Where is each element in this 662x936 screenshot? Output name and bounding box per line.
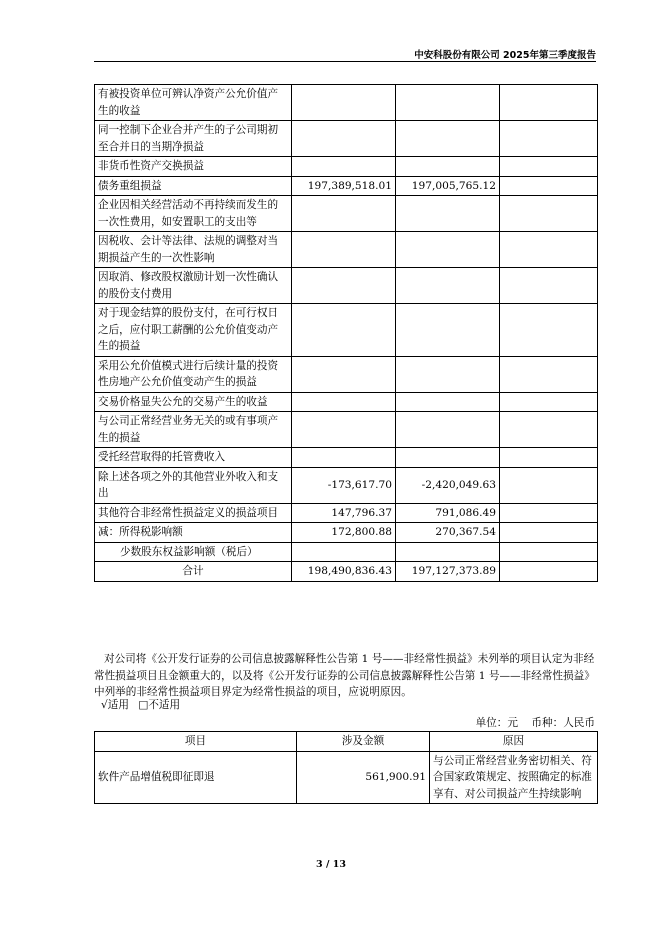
row-current-amount: 147,796.37 [292,503,396,523]
page-number: 3 / 13 [316,859,346,870]
row-note [500,542,598,562]
table-row [95,392,598,412]
row-label: 合计 [95,562,292,582]
row-current-amount: 198,490,836.43 [292,562,396,582]
non-recurring-items-table [94,84,598,582]
row-current-amount [292,121,396,157]
row-current-amount [292,542,396,562]
row-note [500,85,598,121]
row-reason: 与公司正常经营业务密切相关、符合国家政策规定、按照确定的标准享有、对公司损益产生持续影响 [430,751,598,804]
row-label: 采用公允价值模式进行后续计量的投资性房地产公允价值变动产生的损益 [95,356,292,392]
applicability-options [101,697,180,712]
row-note [500,121,598,157]
row-label: 与公司正常经营业务无关的或有事项产生的损益 [95,412,292,448]
row-note [500,467,598,503]
row-label: 因税收、会计等法律、法规的调整对当期损益产生的一次性影响 [95,232,292,268]
row-current-amount [292,85,396,121]
row-note [500,196,598,232]
table-row [95,232,598,268]
row-note [500,304,598,357]
table-row [95,467,598,503]
table-row [95,523,598,543]
reclassified-items-body [95,751,598,804]
table-row [95,85,598,121]
row-current-amount [292,157,396,177]
table-row [95,356,598,392]
row-label: 受托经营取得的托管费收入 [95,448,292,468]
table-header-row [95,732,598,752]
table-row [95,503,598,523]
option-applicable: √适用 [101,699,129,711]
row-ytd-amount [396,356,500,392]
table-row [95,176,598,196]
table-row [95,304,598,357]
row-label: 交易价格显失公允的交易产生的收益 [95,392,292,412]
row-ytd-amount [396,448,500,468]
reclassified-items-table [94,731,598,804]
row-note [500,392,598,412]
row-note [500,503,598,523]
row-ytd-amount: 270,367.54 [396,523,500,543]
row-current-amount: -173,617.70 [292,467,396,503]
table-row [95,412,598,448]
row-current-amount [292,232,396,268]
row-item: 软件产品增值税即征即退 [95,751,297,804]
row-ytd-amount [396,85,500,121]
row-label: 因取消、修改股权激励计划一次性确认的股份支付费用 [95,268,292,304]
row-current-amount [292,448,396,468]
table-row [95,121,598,157]
row-label: 债务重组损益 [95,176,292,196]
table-row [95,751,598,804]
row-ytd-amount [396,304,500,357]
row-label: 对于现金结算的股份支付，在可行权日之后，应付职工薪酬的公允价值变动产生的损益 [95,304,292,357]
row-ytd-amount: 197,005,765.12 [396,176,500,196]
table-row [95,448,598,468]
row-label: 企业因相关经营活动不再持续而发生的一次性费用，如安置职工的支出等 [95,196,292,232]
row-label: 非货币性资产交换损益 [95,157,292,177]
row-ytd-amount [396,268,500,304]
non-recurring-items-body [95,85,598,582]
row-amount: 561,900.91 [297,751,430,804]
unit-currency-line: 单位：元 币种：人民币 [475,717,595,729]
row-label: 同一控制下企业合并产生的子公司期初至合并日的当期净损益 [95,121,292,157]
row-ytd-amount [396,121,500,157]
row-ytd-amount [396,196,500,232]
row-current-amount: 172,800.88 [292,523,396,543]
row-label: 除上述各项之外的其他营业外收入和支出 [95,467,292,503]
row-note [500,157,598,177]
row-current-amount [292,196,396,232]
row-ytd-amount [396,412,500,448]
row-note [500,232,598,268]
row-current-amount [292,268,396,304]
row-note [500,523,598,543]
row-ytd-amount [396,157,500,177]
row-ytd-amount [396,232,500,268]
row-note [500,412,598,448]
explanation-paragraph: 对公司将《公开发行证券的公司信息披露解释性公告第 1 号——非经常性损益》未列举的项目认定为非经常性损益项目且金额重大的，以及将《公开发行证券的公司信息披露解释性公告第 1 号——非经常性损益》中列举的非经常性损益项目界定为经常性损益的项目，应说明原因。 [94,653,595,698]
row-note [500,562,598,582]
table-row [95,542,598,562]
row-note [500,268,598,304]
row-current-amount: 197,389,518.01 [292,176,396,196]
row-label: 有被投资单位可辨认净资产公允价值产生的收益 [95,85,292,121]
table-row [95,268,598,304]
table-row [95,196,598,232]
row-ytd-amount [396,542,500,562]
row-ytd-amount: 197,127,373.89 [396,562,500,582]
header-item: 项目 [95,732,297,752]
table-row [95,562,598,582]
row-current-amount [292,304,396,357]
row-current-amount [292,392,396,412]
row-ytd-amount [396,392,500,412]
header-reason: 原因 [430,732,598,752]
row-note [500,448,598,468]
row-note [500,176,598,196]
page-header: 中安科股份有限公司 2025年第三季度报告 [414,50,596,61]
row-current-amount [292,412,396,448]
table-row [95,157,598,177]
row-label: 少数股东权益影响额（税后） [95,542,292,562]
row-ytd-amount: -2,420,049.63 [396,467,500,503]
header-amount: 涉及金额 [297,732,430,752]
row-label: 其他符合非经常性损益定义的损益项目 [95,503,292,523]
option-not-applicable: □不适用 [138,699,181,711]
header-rule [94,61,596,62]
row-current-amount [292,356,396,392]
row-label: 减：所得税影响额 [95,523,292,543]
row-ytd-amount: 791,086.49 [396,503,500,523]
row-note [500,356,598,392]
